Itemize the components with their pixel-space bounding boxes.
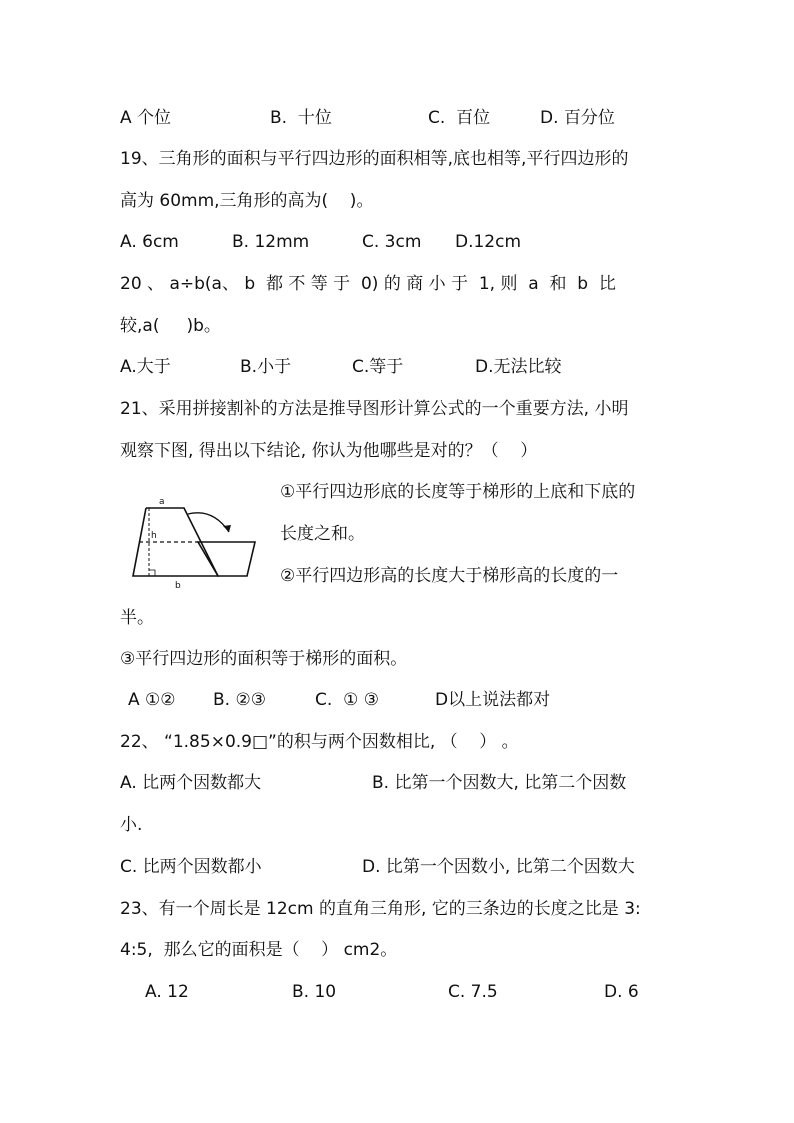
- moved-piece-shape: [198, 542, 255, 576]
- q23-option-b: B. 10: [292, 982, 337, 1002]
- q18-option-b: B. 十位: [270, 108, 332, 128]
- q21-statement-1-line-2: 长度之和。: [280, 524, 365, 544]
- q23-option-c: C. 7.5: [448, 982, 498, 1002]
- q23-option-d: D. 6: [604, 982, 639, 1002]
- q22-option-b-continued: 小.: [120, 815, 143, 835]
- q23-question-line-1: 23、有一个周长是 12cm 的直角三角形, 它的三条边的长度之比是 3:: [120, 899, 641, 919]
- q19-question-line-1: 19、三角形的面积与平行四边形的面积相等,底也相等,平行四边形的: [120, 149, 629, 169]
- q18-option-d: D. 百分位: [540, 108, 615, 128]
- q21-statement-3: ③平行四边形的面积等于梯形的面积。: [120, 649, 408, 669]
- arrow-head-icon: [223, 525, 231, 532]
- q21-statement-2-line-1: ②平行四边形高的长度大于梯形高的长度的一: [280, 566, 619, 586]
- label-b: b: [175, 581, 181, 590]
- q21-option-c: C. ① ③: [315, 690, 379, 710]
- q20-question-line-1: 20 、 a÷b(a、 b 都 不 等 于 0) 的 商 小 于 1, 则 a 和 b 比: [120, 274, 616, 294]
- q22-option-a: A. 比两个因数都大: [120, 773, 262, 793]
- q21-question-line-1: 21、采用拼接割补的方法是推导图形计算公式的一个重要方法, 小明: [120, 399, 629, 419]
- q21-option-a: A ①②: [128, 690, 176, 710]
- q21-option-b: B. ②③: [213, 690, 266, 710]
- right-angle-mark: [149, 570, 155, 576]
- q21-option-d: D以上说法都对: [435, 690, 551, 710]
- label-h: h: [151, 531, 157, 541]
- q20-option-d: D.无法比较: [475, 357, 562, 377]
- label-a: a: [159, 497, 165, 507]
- q20-option-b: B.小于: [240, 357, 292, 377]
- q23-option-a: A. 12: [145, 982, 189, 1002]
- q19-option-d: D.12cm: [455, 232, 522, 252]
- q19-question-line-2: 高为 60mm,三角形的高为( )。: [120, 191, 374, 211]
- q23-question-line-2: 4:5, 那么它的面积是（ ） cm2。: [120, 940, 398, 960]
- q20-option-c: C.等于: [352, 357, 404, 377]
- q20-question-line-2: 较,a( )b。: [120, 316, 221, 336]
- q18-option-c: C. 百位: [428, 108, 491, 128]
- q22-option-c: C. 比两个因数都小: [120, 857, 262, 877]
- q22-question: 22、 “1.85×0.9□”的积与两个因数相比, （ ） 。: [120, 732, 519, 752]
- q21-statement-2-line-2: 半。: [120, 608, 154, 628]
- q20-option-a: A.大于: [120, 357, 171, 377]
- q22-option-b: B. 比第一个因数大, 比第二个因数: [372, 773, 627, 793]
- q19-option-a: A. 6cm: [120, 232, 179, 252]
- q19-option-c: C. 3cm: [362, 232, 422, 252]
- q21-statement-1-line-1: ①平行四边形底的长度等于梯形的上底和下底的: [280, 482, 636, 502]
- q22-option-d: D. 比第一个因数小, 比第二个因数大: [362, 857, 635, 877]
- q18-option-a: A 个位: [120, 108, 172, 128]
- q21-question-line-2: 观察下图, 得出以下结论, 你认为他哪些是对的？（ ）: [120, 441, 538, 461]
- trapezoid-to-parallelogram-figure: [125, 490, 270, 590]
- q19-option-b: B. 12mm: [232, 232, 310, 252]
